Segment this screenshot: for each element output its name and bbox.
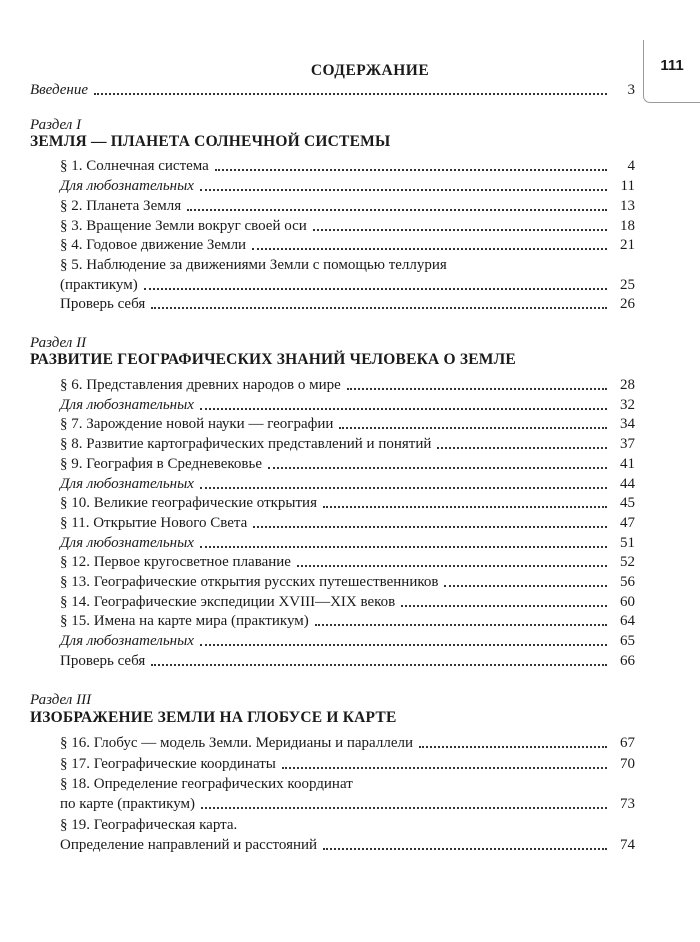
toc-entry[interactable] [60,793,635,813]
toc-entry-text: § 11. Открытие Нового Света [60,515,248,531]
dot-leader [201,807,607,809]
toc-page-number: 18 [620,218,635,234]
dot-leader [94,93,607,95]
toc-page-number: 73 [620,796,635,812]
toc-entry-text: § 2. Планета Земля [60,198,182,214]
toc-entry-text[interactable]: § 5. Наблюдение за движениями Земли с помощью теллурия [60,257,447,273]
dot-leader [401,605,607,607]
dot-leader [252,248,607,250]
dot-leader [215,169,607,171]
toc-entry[interactable] [60,195,635,215]
toc-entry-text[interactable]: § 18. Определение географических координат [60,776,353,792]
dot-leader [419,746,607,748]
dot-leader [151,664,607,666]
toc-entry[interactable] [60,551,635,571]
dot-leader [444,585,607,587]
toc-entry[interactable] [60,433,635,453]
toc-entry[interactable] [60,374,635,394]
dot-leader [200,487,607,489]
toc-page-number: 26 [620,296,635,312]
toc-entry-text: § 1. Солнечная система [60,158,209,174]
toc-page-number: 3 [627,82,635,98]
toc-page-number: 13 [620,198,635,214]
toc-page-number: 41 [620,456,635,472]
toc-entry-text: § 15. Имена на карте мира (практикум) [60,613,309,629]
toc-entry[interactable] [60,274,635,294]
toc-entry-text: Введение [30,82,88,98]
toc-entry[interactable] [60,492,635,512]
dot-leader [323,848,607,850]
dot-leader [268,467,607,469]
toc-entry-text: § 4. Годовое движение Земли [60,237,247,253]
toc-page-number: 45 [620,495,635,511]
toc-entry-text[interactable]: § 19. Географическая карта. [60,817,238,833]
toc-entry-text: § 16. Глобус — модель Земли. Меридианы и параллели [60,735,413,751]
toc-entry[interactable] [60,571,635,591]
toc-entry[interactable] [60,630,635,650]
toc-page-number: 51 [620,535,635,551]
toc-entry[interactable] [60,394,635,414]
toc-page-number: 37 [620,436,635,452]
dot-leader [151,307,607,309]
toc-page-number: 52 [620,554,635,570]
toc-entry-text: Для любознательных [60,633,194,649]
dot-leader [200,408,607,410]
toc-entry-text: Для любознательных [60,397,194,413]
toc-entry[interactable] [60,834,635,854]
toc-entry[interactable] [60,732,635,752]
toc-page-number: 4 [627,158,635,174]
toc-page-number: 47 [620,515,635,531]
toc-page-number: 11 [620,178,635,194]
toc-page-number: 67 [620,735,635,751]
toc-entry-text: Определение направлений и расстояний [60,837,318,853]
dot-leader [297,565,607,567]
page-title: СОДЕРЖАНИЕ [310,62,430,79]
toc-page-number: 44 [620,476,635,492]
dot-leader [339,427,607,429]
toc-page-number: 70 [620,756,635,772]
toc-entry-text: Проверь себя [60,296,146,312]
toc-page-number: 64 [620,613,635,629]
section-title: ЗЕМЛЯ — ПЛАНЕТА СОЛНЕЧНОЙ СИСТЕМЫ [30,133,391,150]
dot-leader [253,526,607,528]
toc-entry[interactable] [60,512,635,532]
toc-page-number: 25 [620,277,635,293]
toc-entry[interactable] [60,753,635,773]
section-title: РАЗВИТИЕ ГЕОГРАФИЧЕСКИХ ЗНАНИЙ ЧЕЛОВЕКА О ЗЕМЛЕ [30,351,516,368]
toc-entry-text: Для любознательных [60,178,194,194]
dot-leader [144,288,607,290]
dot-leader [437,447,607,449]
toc-entry-text: § 17. Географические координаты [60,756,276,772]
dot-leader [200,546,607,548]
toc-entry-text: § 12. Первое кругосветное плавание [60,554,291,570]
toc-entry[interactable] [60,532,635,552]
section-title: ИЗОБРАЖЕНИЕ ЗЕМЛИ НА ГЛОБУСЕ И КАРТЕ [30,709,397,726]
toc-entry[interactable] [60,473,635,493]
dot-leader [315,624,607,626]
toc-entry[interactable] [60,155,635,175]
toc-entry-text: § 7. Зарождение новой науки — географии [60,416,334,432]
toc-entry-text: Для любознательных [60,535,194,551]
toc-page-number: 34 [620,416,635,432]
dot-leader [313,229,607,231]
toc-page-number: 74 [620,837,635,853]
toc-entry-text: § 10. Великие географические открытия [60,495,317,511]
toc-entry-text: § 14. Географические экспедиции XVIII—XIX веков [60,594,396,610]
toc-entry-text: § 9. География в Средневековье [60,456,263,472]
toc-page-number: 32 [620,397,635,413]
toc-entry-text: § 3. Вращение Земли вокруг своей оси [60,218,307,234]
toc-entry[interactable] [60,175,635,195]
toc-entry-text: по карте (практикум) [60,796,195,812]
toc-entry[interactable] [60,234,635,254]
toc-entry[interactable] [60,650,635,670]
toc-entry[interactable] [60,293,635,313]
dot-leader [187,209,607,211]
dot-leader [347,388,607,390]
toc-entry[interactable] [60,591,635,611]
toc-page-number: 60 [620,594,635,610]
dot-leader [323,506,607,508]
dot-leader [200,644,607,646]
section-label: Раздел III [30,692,92,708]
section-label: Раздел I [30,117,82,133]
toc-entry-intro[interactable] [30,79,635,99]
toc-entry-text: (практикум) [60,277,138,293]
toc-page-number: 66 [620,653,635,669]
toc-entry-text: Проверь себя [60,653,146,669]
section-label: Раздел II [30,335,87,351]
toc-entry[interactable] [60,215,635,235]
toc-entry-text: Для любознательных [60,476,194,492]
dot-leader [200,189,607,191]
toc-page-number: 65 [620,633,635,649]
toc-entry[interactable] [60,610,635,630]
toc-entry-text: § 13. Географические открытия русских путешественников [60,574,439,590]
dot-leader [282,767,607,769]
toc-page-number: 21 [620,237,635,253]
toc-entry-text: § 8. Развитие картографических представлений и понятий [60,436,432,452]
page-number: 111 [660,57,684,74]
toc-entry-text: § 6. Представления древних народов о мире [60,377,341,393]
toc-entry[interactable] [60,413,635,433]
toc-page-number: 56 [620,574,635,590]
toc-entry[interactable] [60,453,635,473]
toc-page-number: 28 [620,377,635,393]
